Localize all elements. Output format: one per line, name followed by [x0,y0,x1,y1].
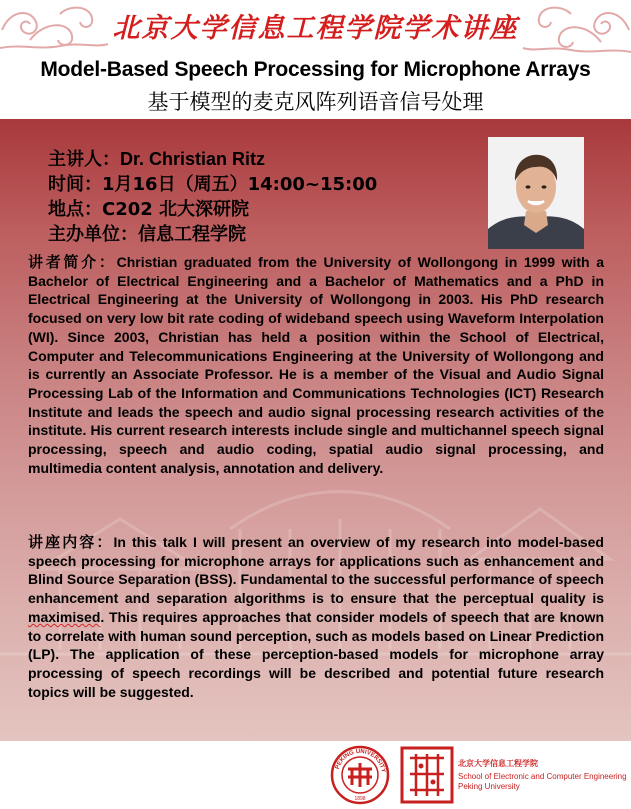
host-value: 信息工程学院 [138,224,246,245]
host-label: 主办单位： [48,224,138,245]
host-line [48,220,246,246]
peking-university-seal-icon [330,745,390,805]
speaker-line [48,145,265,171]
talk-abstract [28,533,604,701]
location-label: 地点： [48,199,102,220]
university-name-english: Peking University [458,782,520,791]
bio-label: 讲者简介： [28,253,117,271]
poster-footer [0,741,631,809]
seal-year: 1898 [354,796,366,802]
abstract-text-part2: . This requires approaches that consider models of speech that are known to correlate with human sound perception, such as models based on Linear Prediction (LP). The application of these perception-based models for microphone array processing of speech recordings will be described and potential future research topics will be suggested. [28,608,604,700]
talk-title-chinese: 基于模型的麦克风阵列语音信号处理 [147,90,484,114]
location-line [48,195,249,221]
bio-text: Christian graduated from the University of Wollongong in 1999 with a Bachelor of Electrical Engineering and a Bachelor of Mathematics and a PhD in Electrical Engineering at the University of Wollongong in 2003. His PhD research focused on very low bit rate coding of wideband speech using Waveform Interpolation (WI). Since 2003, Christian has held a position within the School of Electrical, Computer and Telecommunications Engineering at the University of Wollongong and is currently an Associate Professor. He is a member of the Visual and Audio Signal Processing Lab of the Information and Communications Technologies (ICT) Research Institute and leads the speech and audio signal processing research activities of the institute. His current research interests include single and multichannel speech signal processing, speech and audio coding, spatial audio signal processing, and multimedia content analysis, annotation and delivery. [28,254,604,476]
location-value: C202 北大深研院 [102,199,250,220]
seal-text: PEKING UNIVERSITY [334,748,386,774]
poster-header [0,0,631,118]
time-label: 时间： [48,174,102,195]
abstract-text-part1: In this talk I will present an overview of my research into model-based speech processing for microphone arrays for applications such as enhancement and Blind Source Separation (BSS). Fundamental to the successful performance of speech enhancement and separation algorithms is to ensure that the perceptual quality is [28,534,604,607]
spellcheck-flagged-word: maximised [28,608,101,625]
speaker-bio [28,253,604,477]
school-emblem-icon [400,746,454,804]
time-value: 1月16日（周五）14:00~15:00 [102,174,378,195]
speaker-portrait-icon [488,137,584,249]
school-name-chinese: 北京大学信息工程学院 [458,759,538,768]
content-panel [0,119,631,741]
lecture-series-banner: 北京大学信息工程学院学术讲座 [112,13,519,44]
school-name-english: School of Electronic and Computer Engineering [458,772,627,781]
abstract-label: 讲座内容： [28,533,114,551]
time-line [48,170,377,196]
speaker-label: 主讲人： [48,149,120,170]
speaker-photo [488,137,584,249]
talk-title-english: Model-Based Speech Processing for Microphone Arrays [40,58,591,81]
speaker-name: Dr. Christian Ritz [120,149,266,169]
